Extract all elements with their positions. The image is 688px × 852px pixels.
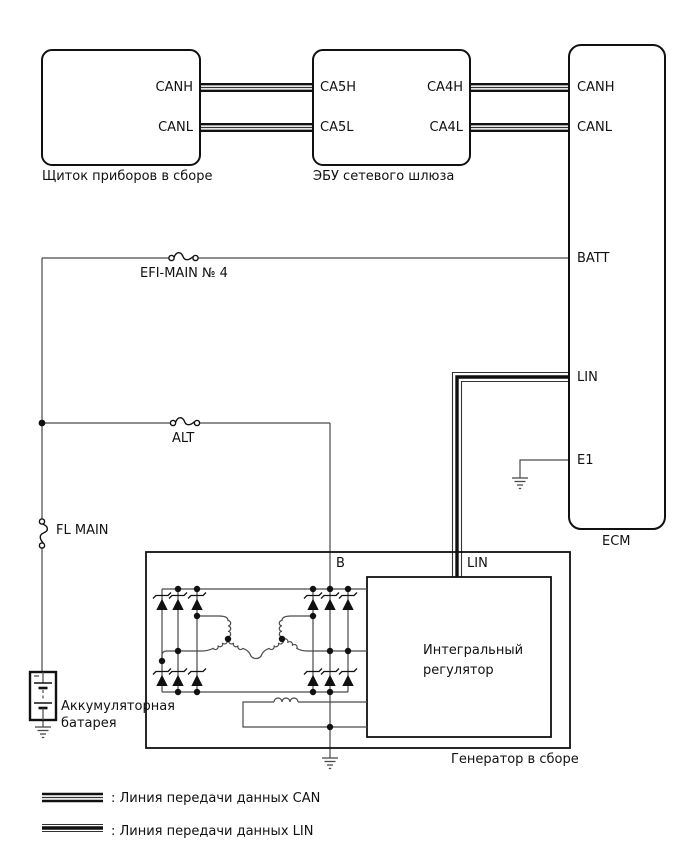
can-bus-lines	[200, 84, 569, 131]
panel-pin-canl: CANL	[158, 120, 193, 135]
gateway-pin-ca5l: CA5L	[320, 120, 354, 135]
instrument-panel-box	[42, 50, 200, 165]
gateway-pin-ca4l: CA4L	[429, 120, 463, 135]
ecm-pin-canl: CANL	[577, 120, 612, 135]
generator-pin-lin: LIN	[467, 556, 488, 571]
fl-main-fusible-link-symbol	[39, 519, 47, 548]
rotor-field-coil	[243, 698, 367, 727]
canl-bus-line	[200, 124, 569, 131]
alt-fuse-label: ALT	[172, 431, 195, 446]
ecm-pin-e1: E1	[577, 453, 594, 468]
instrument-panel-label: Щиток приборов в сборе	[42, 169, 213, 184]
gateway-pin-ca4h: CA4H	[426, 80, 463, 95]
generator-ground-icon	[322, 758, 338, 769]
legend-can-label: : Линия передачи данных CAN	[111, 791, 321, 806]
regulator-label-line2: регулятор	[423, 663, 494, 678]
regulator-label-line1: Интегральный	[423, 643, 524, 658]
battery-label-line1: Аккумуляторная	[61, 699, 175, 714]
rectifier-rails	[162, 589, 367, 692]
legend-lin-label: : Линия передачи данных LIN	[111, 824, 314, 839]
generator-pin-b: B	[336, 556, 345, 571]
alt-fuse-symbol	[170, 418, 199, 426]
ecm-pin-batt: BATT	[577, 251, 610, 266]
battery-label-line2: батарея	[61, 716, 117, 731]
canh-bus-line	[200, 84, 569, 91]
ecm-pin-lin: LIN	[577, 370, 598, 385]
legend-can-swatch	[42, 794, 103, 801]
gateway-ecu-label: ЭБУ сетевого шлюза	[313, 169, 455, 184]
battery-ground-icon	[35, 727, 51, 738]
lin-bus-line	[453, 373, 570, 578]
gateway-pin-ca5h: CA5H	[320, 80, 357, 95]
efi-main-fuse-symbol	[169, 253, 198, 261]
efi-main-fuse-label: EFI-MAIN № 4	[140, 266, 228, 281]
e1-ground-icon	[512, 478, 528, 489]
legend-lin-swatch	[42, 825, 103, 832]
gateway-ecu-box	[313, 50, 470, 165]
rectifier-diodes	[153, 593, 357, 687]
ecm-pin-canh: CANH	[577, 80, 615, 95]
generator-label: Генератор в сборе	[451, 752, 579, 767]
stator-windings	[162, 616, 367, 661]
fl-main-label: FL MAIN	[56, 523, 109, 538]
ecm-label: ECM	[602, 534, 631, 549]
panel-pin-canh: CANH	[155, 80, 193, 95]
battery-symbol	[30, 672, 56, 720]
